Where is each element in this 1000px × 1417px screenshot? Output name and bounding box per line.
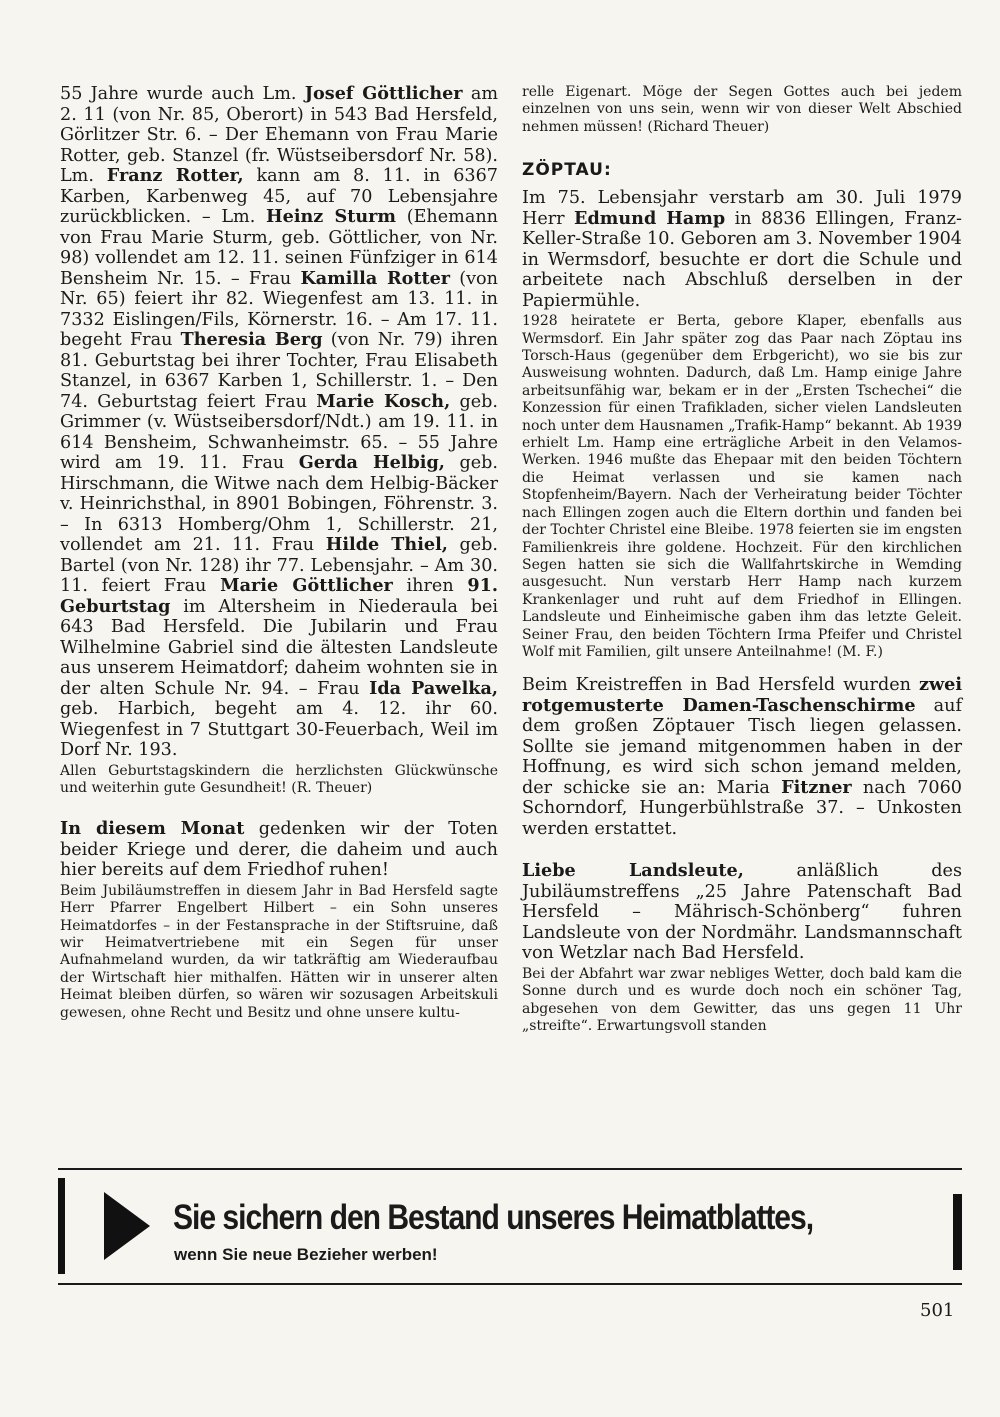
text-run: anläßlich des Jubiläumstreffens „25 Jahre Patenschaft Bad Hersfeld – Mährisch-Schönberg“ fuhren Landsleute von der Nordmähr. Landsmannschaft von Wetzlar nach Bad Hersfeld. — [522, 861, 962, 964]
bold-name: Josef Göttlicher — [304, 83, 463, 104]
text-run: (von Nr. 65) feiert ihr 82. Wiegenfest am 13. 11. in 7332 Eislingen/Fils, Körnerstr. 16. – Am 17. 11. begeht Frau — [60, 268, 498, 350]
bold-name: Gerda Helbig, — [298, 452, 445, 473]
bold-name: Kamilla Rotter — [300, 267, 451, 289]
text-run: Bei der Abfahrt war zwar nebliges Wetter, doch bald kam die Sonne durch und es wurde doch noch ein schöner Tag, abgesehen von dem Gewitter, das uns gegen 11 Uhr „streifte“. Erwartungsvoll standen — [522, 965, 962, 1035]
subscription-banner — [58, 1168, 962, 1285]
text-run: kann am 8. 11. in 6367 Karben, Karbenweg 45, auf 70 Lebensjahre zurückblicken. – Lm. — [60, 166, 498, 227]
lost-umbrellas-notice — [522, 675, 962, 839]
text-run: Beim Jubiläumstreffen in diesem Jahr in Bad Hersfeld sagte Herr Pfarrer Engelbert Hilbert – ein Sohn unseres Heimatdorfes – in der Festansprache in der Stiftsruine, daß wir Heimatvertriebene mit ein Segen für unser Aufnahmeland wurden, da wir tatkräftig am Wiederaufbau der Wirtschaft hier mithalfen. Hätten wir in unserer alten Heimat bleiben dürfen, so wären wir sozusagen Arbeitskuli gewesen, ohne Recht und Besitz und ohne unsere kultu- — [60, 882, 498, 1021]
text-run: geb. Harbich, begeht am 4. 12. ihr 60. Wiegenfest in 7 Stuttgart 30-Feuerbach, Weil im Dorf Nr. 193. — [60, 699, 498, 760]
trip-report-body — [522, 966, 962, 1036]
text-run: ihren — [392, 576, 468, 596]
text-run: nach 7060 Schorndorf, Hungerbühlstraße 37. – Unkosten werden erstattet. — [522, 777, 962, 839]
text-run: (Ehemann von Frau Marie Sturm, geb. Göttlicher, von Nr. 98) vollendet am 12. 11. seinen Fünfziger in 614 Bensheim Nr. 15. – Frau — [60, 207, 498, 289]
obituary-intro — [522, 188, 962, 311]
bold-name: Edmund Hamp — [574, 207, 726, 229]
text-run: Beim Kreistreffen in Bad Hersfeld wurden — [522, 675, 919, 696]
text-run: geb. Bartel (von Nr. 128) ihr 77. Lebensjahr. – Am 30. 11. feiert Frau — [60, 535, 498, 596]
text-run: in 8836 Ellingen, Franz-Keller-Straße 10. Geboren am 3. November 1904 in Wermsdorf, besuchte er dort die Schule und arbeitete nach Abschluß derselben in der Papiermühle. — [522, 208, 962, 311]
left-column — [60, 84, 498, 1024]
obituary-body — [522, 313, 962, 661]
bold-name: Marie Göttlicher — [220, 575, 393, 596]
jubilee-speech-report — [60, 883, 498, 1022]
text-run: Im 75. Lebensjahr verstarb am 30. Juli 1979 Herr — [522, 188, 962, 229]
banner-subline: wenn Sie neue Bezieher werben! — [174, 1245, 438, 1264]
bold-name: Franz Rotter, — [106, 165, 244, 186]
right-column — [522, 84, 962, 1037]
speech-report-continued — [522, 84, 962, 136]
text-run: gedenken wir der Toten beider Kriege und derer, die daheim und auch hier bereits auf dem Friedhof ruhen! — [60, 819, 498, 881]
birthday-announcements — [60, 84, 498, 761]
bold-name: 91. Geburtstag — [60, 575, 499, 617]
bold-name: Heinz Sturm — [266, 206, 397, 227]
memorial-notice — [60, 819, 498, 881]
birthday-wishes — [60, 763, 498, 798]
bold-name: Ida Pawelka, — [369, 677, 498, 699]
text-run: geb. Grimmer (v. Wüstseibersdorf/Ndt.) am 19. 11. in 614 Bensheim, Schwanheimstr. 65. – 55 Jahre wird am 19. 11. Frau — [60, 391, 499, 473]
text-run: Allen Geburtstagskindern die herzlichsten Glückwünsche und weiterhin gute Gesundheit! (R. Theuer) — [60, 762, 498, 796]
section-heading-zoeptau: ZÖPTAU: — [522, 160, 612, 181]
bold-name: Marie Kosch, — [316, 390, 451, 412]
page-number: 501 — [920, 1300, 955, 1321]
banner-right-bar — [953, 1194, 962, 1270]
text-run: am 2. 11 (von Nr. 85, Oberort) in 543 Bad Hersfeld, Görlitzer Str. 6. – Der Ehemann von Frau Marie Rotter, geb. Stanzel (fr. Wüstseibersdorf Nr. 58). Lm. — [60, 84, 499, 186]
banner-left-bar — [58, 1178, 65, 1274]
bold-name: Liebe Landsleute, — [522, 860, 744, 882]
bold-name: zwei rotgemusterte Damen-Taschenschirme — [522, 674, 962, 716]
text-run: im Altersheim in Niederaula bei 643 Bad Hersfeld. Die Jubilarin und Frau Wilhelmine Gabriel sind die ältesten Landsleute aus unserem Heimatdorf; daheim wohnten sie in der alten Schule Nr. 94. – Frau — [60, 596, 498, 699]
bold-name: Theresia Berg — [180, 329, 323, 350]
text-run: 55 Jahre wurde auch Lm. — [60, 84, 305, 104]
trip-report-intro — [522, 861, 962, 964]
text-run: (von Nr. 79) ihren 81. Geburtstag bei ihrer Tochter, Frau Elisabeth Stanzel, in 6367 Karben 1, Schillerstr. 1. – Den 74. Geburtstag feiert Frau — [60, 330, 498, 412]
text-run: relle Eigenart. Möge der Segen Gottes auch bei jedem einzelnen von uns sein, wenn wir von dieser Welt Abschied nehmen müssen! (Richard Theuer) — [522, 84, 962, 135]
text-run: auf dem großen Zöptauer Tisch liegen gelassen. Sollte sie jemand mitgenommen haben in der Hoffnung, es wird sich schon jemand melden, der schicke sie an: Maria — [522, 695, 962, 798]
banner-headline: Sie sichern den Bestand unseres Heimatblattes, — [173, 1198, 814, 1237]
right-triangle-arrow-icon — [104, 1192, 150, 1260]
bold-name: Fitzner — [781, 776, 852, 798]
bold-name: Hilde Thiel, — [325, 534, 448, 555]
bold-name: In diesem Monat — [60, 818, 245, 840]
text-run: geb. Hirschmann, die Witwe nach dem Helbig-Bäcker v. Heinrichsthal, in 8901 Bobingen, Föhrenstr. 3. – In 6313 Homberg/Ohm 1, Schillerstr. 21, vollendet am 21. 11. Frau — [60, 453, 498, 555]
text-run: 1928 heiratete er Berta, gebore Klaper, ebenfalls aus Wermsdorf. Ein Jahr später zog das Paar nach Zöptau ins Torsch-Haus (gegenüber dem Erbgericht), wo sie bis zur Ausweisung wohnten. Dadurch, daß Lm. Hamp einige Jahre arbeitsunfähig war, bekam er in der „Ersten Tschechei“ die Konzession für einen Trafikladen, sicher vielen Landsleuten noch unter dem Hausnamen „Trafik-Hamp“ bekannt. Ab 1939 erhielt Lm. Hamp eine erträgliche Arbeit in den Velamos-Werken. 1946 mußte das Ehepaar mit den beiden Töchtern die Heimat verlassen und sie kamen nach Stopfenheim/Bayern. Nach der Verheiratung beider Töchter nach Ellingen zogen auch die Eltern dorthin und fanden bei der Tochter Christel eine Bleibe. 1978 feierten sie im engsten Familienkreis ihre goldene. Hochzeit. Für den kirchlichen Segen hatten sie sich die Wallfahrtskirche in Wemding ausgesucht. Nun verstarb Herr Hamp nach kurzem Krankenlager und ruht auf dem Friedhof in Ellingen. Landsleute und Einheimische gaben ihm das letzte Geleit. Seiner Frau, den beiden Töchtern Irma Pfeifer und Christel Wolf mit Familien, gilt unsere Anteilnahme! (M. F.) — [522, 313, 962, 660]
